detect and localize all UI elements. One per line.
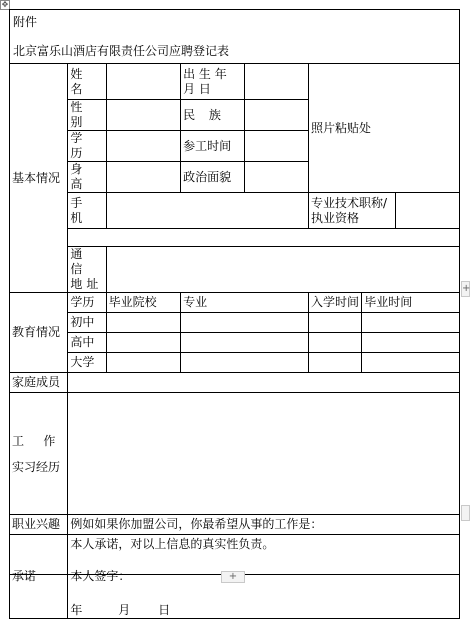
pledge-statement: 本人承诺，对以上信息的真实性负责。 [70,537,275,551]
edu-cell[interactable] [362,333,460,353]
label-ethnicity: 民 族 [181,100,244,131]
field-family[interactable] [68,373,460,393]
pledge-date [70,603,457,618]
edu-cell[interactable] [181,313,309,333]
section-education: 教育情况 [10,293,68,373]
section-basic-info: 基本情况 [10,64,68,293]
label-address: 通 信 地址 [68,247,106,293]
edu-header-school: 毕业院校 [106,293,180,313]
edu-header-major: 专业 [181,293,309,313]
field-interest[interactable]: 例如如果你加盟公司，你最希望从事的工作是： [68,515,460,535]
registration-form-table [9,63,460,619]
label-height: 身 高 [68,162,106,193]
edu-cell[interactable] [308,313,361,333]
label-work-start: 参工时间 [181,131,244,162]
field-title-qual[interactable] [395,193,459,229]
spacer-row [68,229,460,247]
label-education: 学 历 [68,131,106,162]
attachment-label: 附件 [13,15,38,29]
label-birth: 出 生 年 月 日 [181,64,244,100]
edu-cell[interactable] [106,333,180,353]
field-birth[interactable] [244,64,308,100]
edu-cell[interactable] [362,313,460,333]
edu-header-level: 学历 [68,293,106,313]
add-column-button[interactable]: + [461,281,470,297]
label-interest: 职业兴趣 [10,515,68,535]
side-handle[interactable] [461,505,470,521]
field-political[interactable] [244,162,308,193]
edu-row-label: 大学 [68,353,106,373]
field-ethnicity[interactable] [244,100,308,131]
label-name: 姓 名 [68,64,106,100]
pledge-month: 月 [118,603,131,617]
edu-cell[interactable] [362,353,460,373]
edu-cell[interactable] [181,353,309,373]
add-row-button[interactable]: + [221,571,245,583]
field-height[interactable] [106,162,180,193]
field-work-experience[interactable] [68,393,460,515]
form-title: 北京富乐山酒店有限责任公司应聘登记表 [13,44,230,58]
label-title-qual: 专业技术职称/执业资格 [308,193,395,229]
edu-row-label: 高中 [68,333,106,353]
work-label-char-1: 工 [12,433,25,448]
label-mobile: 手 机 [68,193,106,229]
edu-cell[interactable] [308,353,361,373]
pledge-sign: 本人签字： [70,569,131,583]
work-label-char-2: 作 [43,433,56,448]
photo-area[interactable]: 照片粘贴处 [308,64,459,193]
work-label-sub: 实习经历 [12,459,61,474]
edu-row-label: 初中 [68,313,106,333]
label-family: 家庭成员 [10,373,68,393]
work-label-spread [12,428,65,454]
edu-cell[interactable] [181,333,309,353]
edu-cell[interactable] [106,353,180,373]
field-name[interactable] [106,64,180,100]
field-gender[interactable] [106,100,180,131]
field-address[interactable] [106,247,459,293]
label-political: 政治面貌 [181,162,244,193]
field-mobile[interactable] [106,193,308,229]
edu-cell[interactable] [308,333,361,353]
pledge-day: 日 [158,603,171,617]
field-work-start[interactable] [244,131,308,162]
edu-header-graduate: 毕业时间 [362,293,460,313]
edu-cell[interactable] [106,313,180,333]
label-pledge: 承诺 [10,535,68,619]
label-work-experience [10,393,68,515]
field-education[interactable] [106,131,180,162]
edu-header-enroll: 入学时间 [308,293,361,313]
pledge-year: 年 [70,603,83,617]
pledge-content[interactable] [68,535,460,619]
label-gender: 性 别 [68,100,106,131]
table-move-handle[interactable]: ✥ [1,0,9,9]
